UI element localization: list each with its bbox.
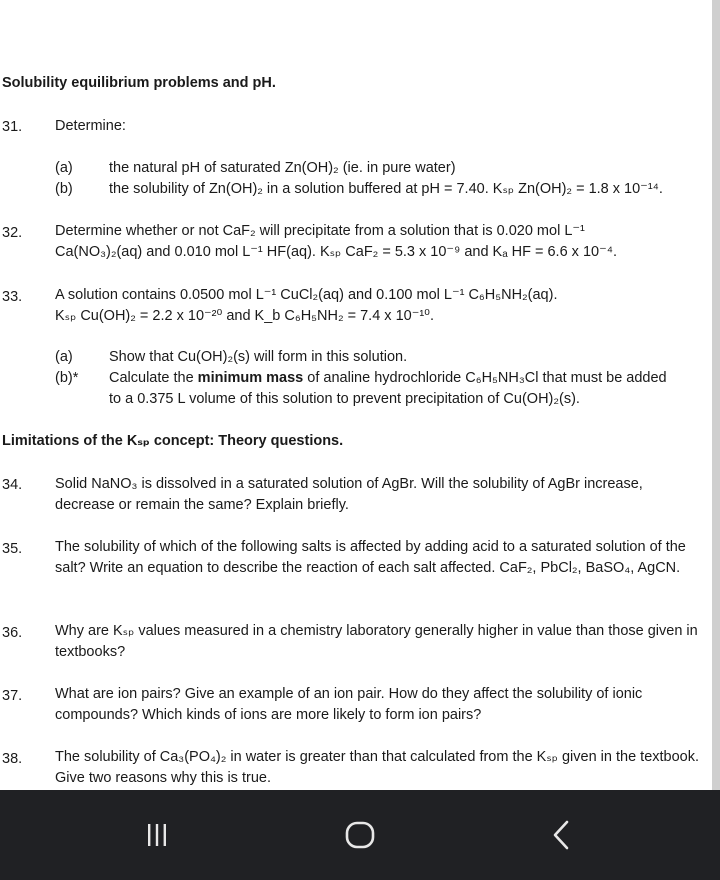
question-33-line1: A solution contains 0.0500 mol L⁻¹ CuCl₂(aq) and 0.100 mol L⁻¹ C₆H₅NH₂(aq). [55,287,558,303]
home-button[interactable] [330,810,390,860]
back-icon [547,818,577,852]
question-33-line2: Kₛₚ Cu(OH)₂ = 2.2 x 10⁻²⁰ and K_b C₆H₅NH₂ = 7.4 x 10⁻¹⁰. [55,308,435,324]
question-31a-text: the natural pH of saturated Zn(OH)₂ (ie. in pure water) [109,160,456,176]
question-31b-text: the solubility of Zn(OH)₂ in a solution buffered at pH = 7.40. Kₛₚ Zn(OH)₂ = 1.8 x 10⁻¹⁴. [109,181,663,197]
question-38-text: The solubility of Ca₃(PO₄)₂ in water is greater than that calculated from the Kₛₚ given in the textbook. Give two reasons why this is true. [55,749,700,786]
question-33a-text: Show that Cu(OH)₂(s) will form in this solution. [109,349,408,365]
question-35-text: The solubility of which of the following salts is affected by adding acid to a saturated solution of the salt? Write an equation to describe the reaction of each salt affected. CaF₂, PbCl₂, BaSO₄, AgCN. [55,539,686,576]
section-heading-limitations: Limitations of the Kₛₚ concept: Theory questions. [2,433,344,449]
recents-icon [142,820,172,850]
question-33a-label: (a) [55,349,73,365]
question-32-number: 32. [2,225,23,241]
home-icon [342,817,378,853]
question-31-number: 31. [2,119,23,135]
question-33b-text-end: of analine hydrochloride C₆H₅NH₃Cl that must be added to a 0.375 L volume of this solution to prevent precipitation of Cu(OH)₂(s). [109,370,667,407]
page-edge-scrollbar[interactable] [712,0,720,790]
question-37-number: 37. [2,688,23,704]
back-button[interactable] [532,810,592,860]
question-33-number: 33. [2,289,23,305]
recents-button[interactable] [127,810,187,860]
question-36-number: 36. [2,625,23,641]
question-37-text: What are ion pairs? Give an example of an ion pair. How do they affect the solubility of ionic compounds? Which kinds of ions are more likely to form ion pairs? [55,686,643,723]
question-31a-label: (a) [55,160,73,176]
android-navigation-bar [0,790,720,880]
question-38-number: 38. [2,751,23,767]
question-34-text: Solid NaNO₃ is dissolved in a saturated solution of AgBr. Will the solubility of AgBr increase, decrease or remain the same? Explain briefly. [55,476,643,513]
question-33b-label: (b)* [55,370,79,386]
question-36-text: Why are Kₛₚ values measured in a chemistry laboratory generally higher in value than those given in textbooks? [55,623,698,660]
question-33b-text-start: Calculate the [109,370,198,386]
question-31-prompt: Determine: [55,118,126,134]
question-33b-emphasis: minimum mass [197,370,304,386]
question-32-line2: Ca(NO₃)₂(aq) and 0.010 mol L⁻¹ HF(aq). Kₛₚ CaF₂ = 5.3 x 10⁻⁹ and Kₐ HF = 6.6 x 10⁻⁴. [55,244,617,260]
question-35-number: 35. [2,541,23,557]
question-31b-label: (b) [55,181,73,197]
question-33b-text [109,368,679,410]
question-32-line1: Determine whether or not CaF₂ will precipitate from a solution that is 0.020 mol L⁻¹ [55,223,585,239]
question-34-number: 34. [2,477,23,493]
section-heading-solubility: Solubility equilibrium problems and pH. [2,75,276,91]
